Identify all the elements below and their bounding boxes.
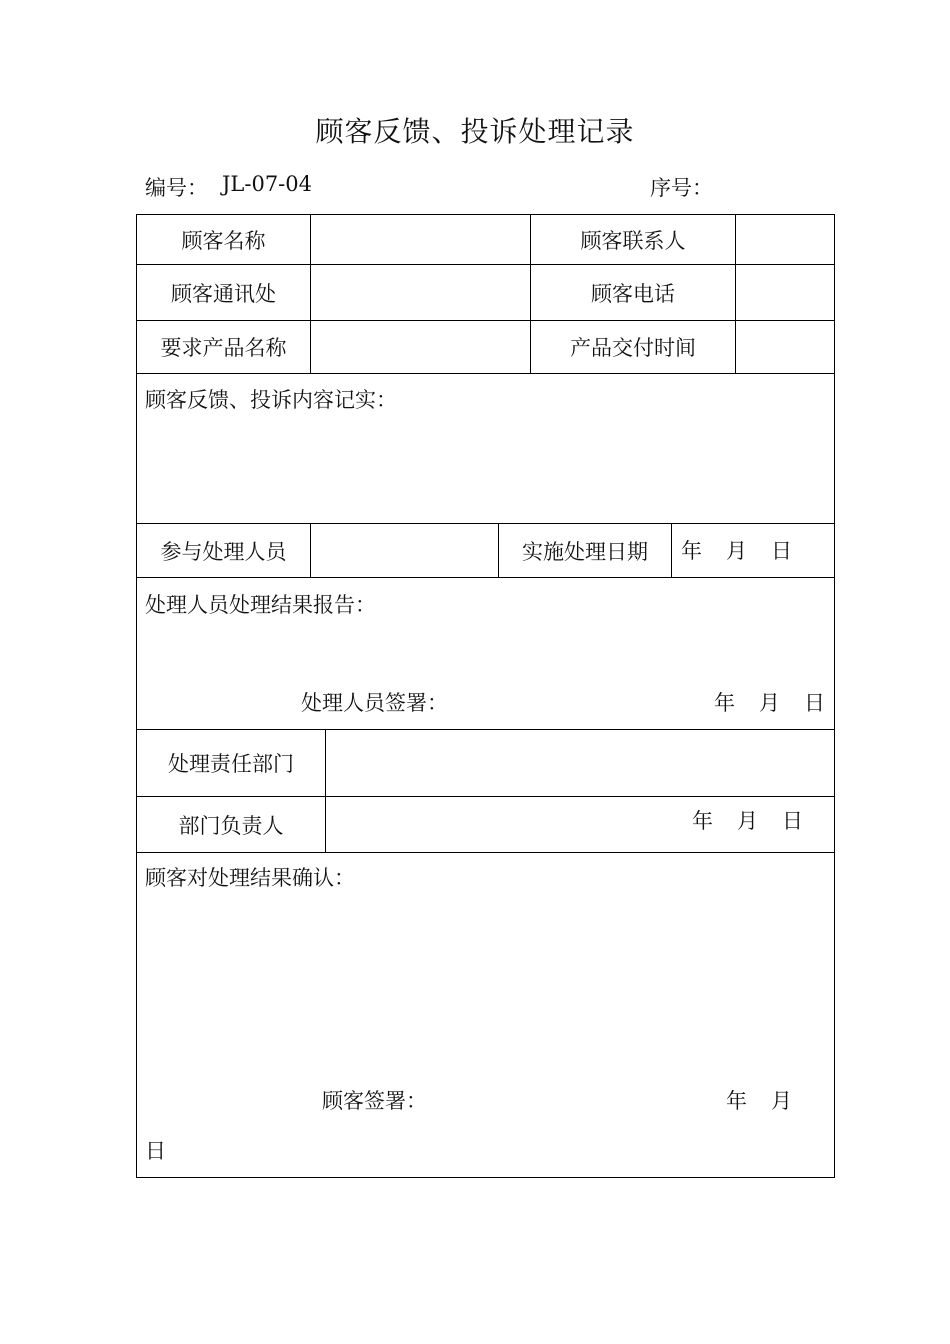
responsible-dept-field[interactable] xyxy=(326,730,834,796)
handlers-label: 参与处理人员 xyxy=(160,539,287,564)
customer-confirm-label: 顾客对处理结果确认： xyxy=(145,866,355,890)
complaint-content-field[interactable] xyxy=(137,412,834,522)
customer-contact-label: 顾客联系人 xyxy=(580,228,686,253)
customer-sign-month: 月 xyxy=(771,1089,792,1113)
handler-sign-label: 处理人员签署： xyxy=(301,691,448,715)
customer-phone-label: 顾客电话 xyxy=(591,281,675,306)
handle-date-label: 实施处理日期 xyxy=(522,539,648,564)
table-border-bottom xyxy=(136,1177,835,1178)
row-divider xyxy=(136,577,835,578)
page-title: 顾客反馈、投诉处理记录 xyxy=(315,115,635,148)
number-label: 编号： xyxy=(145,176,208,200)
delivery-time-label: 产品交付时间 xyxy=(570,336,696,360)
customer-name-field[interactable] xyxy=(311,215,530,264)
sequence-label: 序号： xyxy=(650,176,713,200)
customer-sign-day: 日 xyxy=(145,1139,166,1163)
handle-date-month: 月 xyxy=(726,539,747,563)
dept-head-day: 日 xyxy=(782,809,803,833)
handle-date-day: 日 xyxy=(771,539,792,563)
handler-sign-month: 月 xyxy=(759,691,780,715)
product-name-label: 要求产品名称 xyxy=(160,336,287,360)
result-report-label: 处理人员处理结果报告： xyxy=(145,593,376,617)
row-divider xyxy=(136,852,835,853)
handle-date-year: 年 xyxy=(681,539,702,563)
customer-name-label: 顾客名称 xyxy=(181,228,266,253)
customer-sign-year: 年 xyxy=(726,1089,747,1113)
handler-sign-year: 年 xyxy=(714,691,735,715)
col-divider xyxy=(671,523,672,577)
dept-head-month: 月 xyxy=(737,809,758,833)
number-value: JL-07-04 xyxy=(222,172,312,196)
table-border-right xyxy=(834,214,835,1178)
customer-confirm-field[interactable] xyxy=(137,892,834,1072)
customer-address-label: 顾客通讯处 xyxy=(171,281,276,306)
dept-head-label: 部门负责人 xyxy=(178,813,284,838)
handler-sign-day: 日 xyxy=(804,691,825,715)
result-report-field[interactable] xyxy=(137,618,834,678)
customer-address-field[interactable] xyxy=(311,265,530,320)
dept-head-year: 年 xyxy=(692,809,713,833)
product-name-field[interactable] xyxy=(311,321,530,373)
complaint-content-label: 顾客反馈、投诉内容记实： xyxy=(145,388,397,412)
customer-sign-label: 顾客签署： xyxy=(322,1089,427,1113)
customer-phone-field[interactable] xyxy=(736,265,834,320)
handlers-field[interactable] xyxy=(311,524,498,577)
row-divider xyxy=(136,373,835,374)
responsible-dept-label: 处理责任部门 xyxy=(168,752,294,776)
delivery-time-field[interactable] xyxy=(736,321,834,373)
customer-contact-field[interactable] xyxy=(736,215,834,264)
